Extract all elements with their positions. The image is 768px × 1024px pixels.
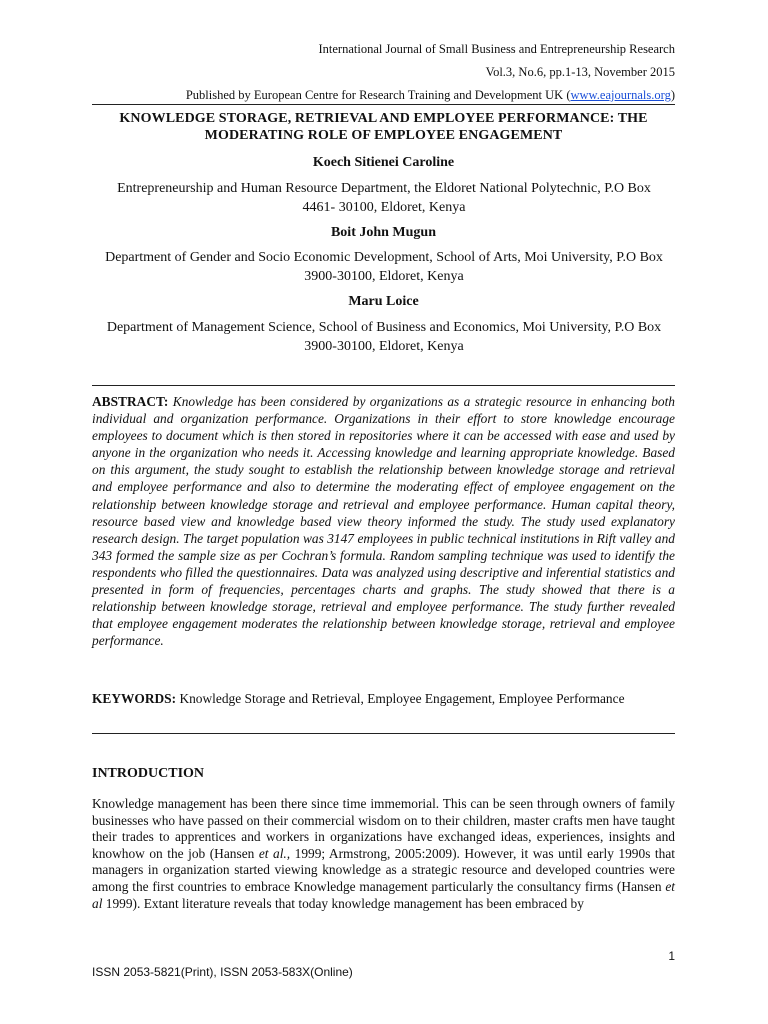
author-name-2: Boit John Mugun	[330, 225, 437, 240]
abstract-bottom-rule	[92, 733, 675, 734]
page-number: 1	[668, 949, 675, 963]
journal-website-link[interactable]: www.eajournals.org	[570, 88, 671, 102]
abstract	[92, 393, 675, 649]
introduction-paragraph	[92, 796, 675, 912]
author-affiliation-1: Entrepreneurship and Human Resource Department, the Eldoret National Polytechnic, P.O Box 4461- 30100, Eldoret, Kenya	[117, 181, 651, 215]
intro-etal-1: et al.,	[258, 845, 291, 861]
keywords-label: KEYWORDS:	[92, 691, 177, 706]
author-name-3: Maru Loice	[348, 294, 419, 309]
intro-etal-2: et al	[92, 878, 675, 911]
issn-footer: ISSN 2053-5821(Print), ISSN 2053-583X(Online)	[92, 965, 353, 979]
keywords-text: Knowledge Storage and Retrieval, Employee Engagement, Employee Performance	[179, 691, 625, 706]
abstract-label: ABSTRACT:	[92, 394, 169, 409]
header-divider	[92, 104, 675, 105]
publisher-suffix: )	[670, 88, 675, 102]
publisher-text: Published by European Centre for Research Training and Development UK (	[185, 88, 571, 102]
intro-text-2: 1999; Armstrong, 2005:2009). However, it was until early 1990s that managers in organization started viewing knowledge as a strategic resource and developed countries were among the first countries to embrace Knowledge management particularly the consultancy firms (Hansen	[92, 845, 675, 894]
author-name-1: Koech Sitienei Caroline	[312, 155, 455, 170]
intro-text-1: Knowledge management has been there since time immemorial. This can be seen through owners of family businesses who have passed on their commercial wisdom on to their children, master crafts men have taught their trades to apprentices and workers in organizations have exchanged ideas, experiences, insights and knowhow on the job (Hansen	[92, 796, 675, 861]
volume-issue-line: Vol.3, No.6, pp.1-13, November 2015	[485, 65, 675, 79]
abstract-top-rule	[92, 385, 675, 386]
section-heading-introduction: INTRODUCTION	[92, 766, 205, 781]
publisher-line	[186, 88, 675, 103]
author-affiliation-2: Department of Gender and Socio Economic Development, School of Arts, Moi University, P.O Box 3900-30100, Eldoret, Kenya	[105, 250, 663, 284]
keywords	[92, 690, 675, 708]
author-affiliation-3: Department of Management Science, School of Business and Economics, Moi University, P.O Box 3900-30100, Eldoret, Kenya	[106, 320, 662, 354]
abstract-text: Knowledge has been considered by organizations as a strategic resource in enhancing both individual and organization performance. Organizations in their effort to store knowledge encourage employees to document which is then stored in repositories where it can be accessed with ease and used by anyone in the organization who needs it. Accessing knowledge and learning appropriate knowledge. Based on this argument, the study sought to establish the relationship between knowledge storage and retrieval and employee performance and also to determine the moderating effect of employee engagement on the relationship between knowledge storage and retrieval and employee performance. Human capital theory, resource based view and knowledge based view theory informed the study. The study used explanatory research design. The target population was 3147 employees in public technical institutions in Rift valley and 343 formed the sample size as per Cochran’s formula. Random sampling technique was used to identify the respondents who filled the questionnaires. Data was analyzed using descriptive and inferential statistics and presented in form of frequencies, percentages charts and graphs. The study showed that there is a relationship between knowledge storage, retrieval and employee performance. The study further revealed that employee engagement moderates the relationship between knowledge storage, retrieval and employee performance.	[92, 394, 676, 649]
intro-text-3: 1999). Extant literature reveals that today knowledge management has been embraced by	[102, 895, 584, 911]
paper-title: KNOWLEDGE STORAGE, RETRIEVAL AND EMPLOYEE PERFORMANCE: THE MODERATING ROLE OF EMPLOYEE ENGAGEMENT	[119, 111, 648, 143]
journal-title: International Journal of Small Business and Entrepreneurship Research	[318, 42, 675, 56]
